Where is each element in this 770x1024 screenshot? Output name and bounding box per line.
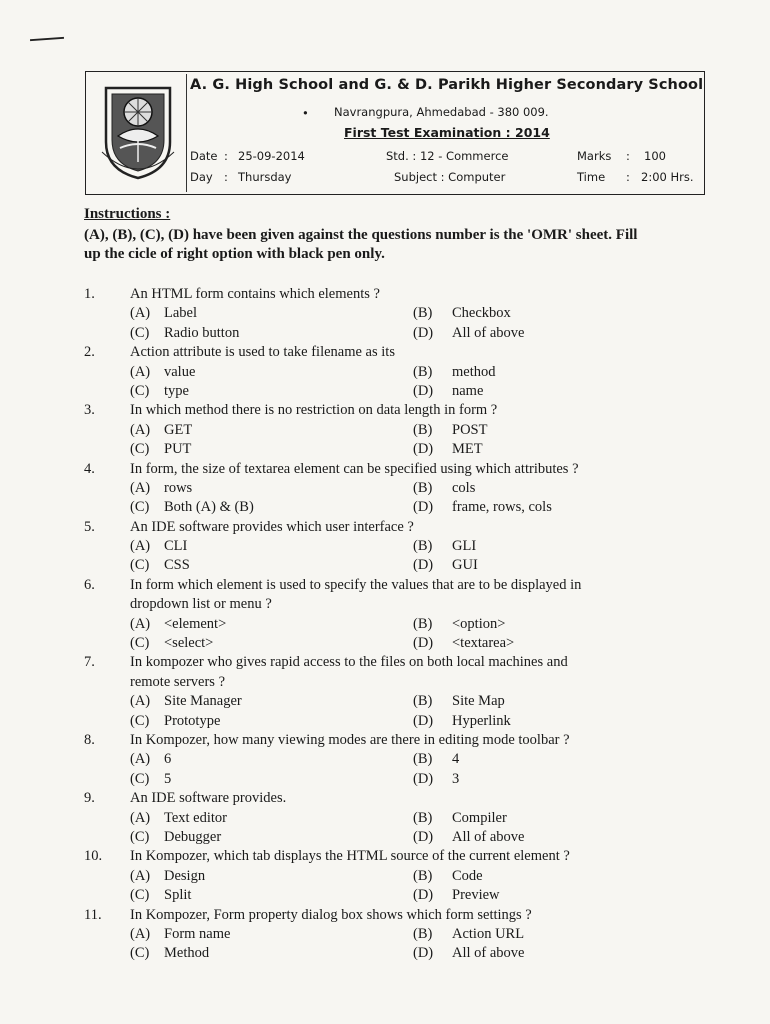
question-line <box>0 285 770 304</box>
option-letter: (B) <box>413 809 433 826</box>
option-letter: (B) <box>413 363 433 380</box>
option-letter: (B) <box>413 305 433 322</box>
question-number: 7. <box>84 654 95 671</box>
option-text: <element> <box>164 615 227 632</box>
option-letter: (A) <box>130 751 151 768</box>
question-number: 3. <box>84 402 95 419</box>
option-letter: (C) <box>130 828 150 845</box>
option-row <box>0 809 770 828</box>
option-letter: (C) <box>130 770 150 787</box>
question-item <box>0 906 770 964</box>
option-letter: (D) <box>413 441 434 458</box>
option-text: GET <box>164 421 193 438</box>
question-number: 8. <box>84 731 95 748</box>
option-text: <option> <box>452 615 506 632</box>
option-text: All of above <box>452 324 525 341</box>
day-value: Thursday <box>238 170 292 184</box>
option-text: name <box>452 382 484 399</box>
option-letter: (C) <box>130 887 150 904</box>
marks-value: 100 <box>644 149 666 163</box>
instructions-heading: Instructions : <box>84 206 171 222</box>
option-letter: (C) <box>130 635 150 652</box>
option-text: POST <box>452 421 488 438</box>
option-letter: (C) <box>130 441 150 458</box>
option-text: Hyperlink <box>452 712 511 729</box>
option-letter: (D) <box>413 499 434 516</box>
option-letter: (B) <box>413 925 433 942</box>
option-letter: (D) <box>413 635 434 652</box>
option-text: 5 <box>164 770 172 787</box>
option-letter: (B) <box>413 479 433 496</box>
option-text: Prototype <box>164 712 221 729</box>
option-text: Label <box>164 305 198 322</box>
option-row <box>0 382 770 401</box>
question-number: 5. <box>84 518 95 535</box>
option-text: Design <box>164 867 206 884</box>
option-letter: (A) <box>130 925 151 942</box>
option-text: <select> <box>164 635 214 652</box>
option-letter: (C) <box>130 712 150 729</box>
option-text: CSS <box>164 557 190 574</box>
option-text: Both (A) & (B) <box>164 499 254 516</box>
question-line <box>0 731 770 750</box>
option-row <box>0 867 770 886</box>
option-letter: (C) <box>130 557 150 574</box>
question-item <box>0 518 770 576</box>
option-text: GLI <box>452 538 477 555</box>
question-number: 9. <box>84 790 95 807</box>
option-row <box>0 634 770 653</box>
option-text: CLI <box>164 538 188 555</box>
option-text: MET <box>452 441 483 458</box>
option-row <box>0 615 770 634</box>
question-item <box>0 731 770 789</box>
question-line <box>0 576 770 595</box>
option-letter: (B) <box>413 693 433 710</box>
option-text: Site Manager <box>164 693 242 710</box>
question-text: In kompozer who gives rapid access to the files on both local machines and <box>130 654 568 671</box>
option-row <box>0 712 770 731</box>
option-letter: (A) <box>130 305 151 322</box>
question-item <box>0 343 770 401</box>
question-number: 6. <box>84 576 95 593</box>
question-text: In Kompozer, how many viewing modes are there in editing mode toolbar ? <box>130 731 570 748</box>
instructions-text: (A), (B), (C), (D) have been given against the questions number is the 'OMR' sheet. Fill up the cicle of right option with black pen only. <box>84 227 638 262</box>
question-number: 10. <box>84 848 103 865</box>
exam-title: First Test Examination : 2014 <box>344 125 550 140</box>
question-line <box>0 401 770 420</box>
option-letter: (A) <box>130 867 151 884</box>
question-text: An HTML form contains which elements ? <box>130 286 380 302</box>
option-text: Split <box>164 887 192 904</box>
option-text: GUI <box>452 557 478 574</box>
question-text: In Kompozer, Form property dialog box shows which form settings ? <box>130 906 532 923</box>
scan-mark <box>30 37 64 41</box>
option-letter: (C) <box>130 499 150 516</box>
question-item <box>0 285 770 343</box>
option-row <box>0 421 770 440</box>
marks-label: Marks <box>577 149 612 163</box>
option-text: PUT <box>164 441 192 458</box>
question-item <box>0 653 770 731</box>
question-text: An IDE software provides. <box>130 790 287 807</box>
question-text: remote servers ? <box>130 673 226 690</box>
option-letter: (A) <box>130 615 151 632</box>
question-text: Action attribute is used to take filename as its <box>130 344 395 361</box>
option-row <box>0 944 770 963</box>
option-letter: (D) <box>413 770 434 787</box>
option-letter: (D) <box>413 382 434 399</box>
school-emblem-icon <box>98 82 178 182</box>
option-letter: (C) <box>130 945 150 962</box>
option-letter: (D) <box>413 324 434 341</box>
question-text: In which method there is no restriction on data length in form ? <box>130 402 498 419</box>
option-row <box>0 925 770 944</box>
option-text: Form name <box>164 925 231 942</box>
option-letter: (A) <box>130 809 151 826</box>
question-item <box>0 847 770 905</box>
date-value: 25-09-2014 <box>238 149 305 163</box>
question-item <box>0 576 770 654</box>
question-line <box>0 673 770 692</box>
question-line <box>0 847 770 866</box>
option-text: Site Map <box>452 693 505 710</box>
option-letter: (A) <box>130 538 151 555</box>
option-text: 6 <box>164 751 172 768</box>
question-item <box>0 460 770 518</box>
option-text: All of above <box>452 828 525 845</box>
question-text: In form which element is used to specify the values that are to be displayed in <box>130 576 582 593</box>
question-line <box>0 343 770 362</box>
question-line <box>0 653 770 672</box>
option-letter: (A) <box>130 693 151 710</box>
option-row <box>0 363 770 382</box>
option-row <box>0 886 770 905</box>
option-text: 4 <box>452 751 460 768</box>
option-letter: (C) <box>130 324 150 341</box>
option-letter: (A) <box>130 421 151 438</box>
question-number: 11. <box>84 906 102 923</box>
option-row <box>0 479 770 498</box>
question-text: In Kompozer, which tab displays the HTML source of the current element ? <box>130 848 570 865</box>
question-text: An IDE software provides which user interface ? <box>130 518 414 535</box>
option-row <box>0 770 770 789</box>
option-text: All of above <box>452 945 525 962</box>
option-row <box>0 556 770 575</box>
option-letter: (B) <box>413 421 433 438</box>
question-line <box>0 460 770 479</box>
question-number: 1. <box>84 286 95 302</box>
option-letter: (C) <box>130 382 150 399</box>
option-text: 3 <box>452 770 460 787</box>
day-label: Day <box>190 170 213 184</box>
option-text: Method <box>164 945 210 962</box>
option-row <box>0 324 770 343</box>
question-item <box>0 401 770 459</box>
option-row <box>0 828 770 847</box>
subject-info: Subject : Computer <box>394 170 506 184</box>
option-text: value <box>164 363 196 380</box>
question-number: 4. <box>84 460 95 477</box>
option-text: Radio button <box>164 324 240 341</box>
option-text: Preview <box>452 887 500 904</box>
option-text: Compiler <box>452 809 507 826</box>
option-letter: (D) <box>413 887 434 904</box>
option-text: Code <box>452 867 483 884</box>
option-row <box>0 692 770 711</box>
question-text: In form, the size of textarea element can be specified using which attributes ? <box>130 460 579 477</box>
option-letter: (A) <box>130 363 151 380</box>
option-letter: (D) <box>413 557 434 574</box>
question-line <box>0 518 770 537</box>
option-row <box>0 440 770 459</box>
std-info: Std. : 12 - Commerce <box>386 149 509 163</box>
option-row <box>0 304 770 323</box>
option-letter: (B) <box>413 867 433 884</box>
option-text: Checkbox <box>452 305 511 322</box>
option-text: cols <box>452 479 476 496</box>
option-text: Text editor <box>164 809 228 826</box>
bullet-dot: • <box>302 106 309 120</box>
option-letter: (B) <box>413 615 433 632</box>
option-letter: (D) <box>413 712 434 729</box>
option-row <box>0 750 770 769</box>
question-line <box>0 595 770 614</box>
question-list <box>0 285 770 964</box>
option-letter: (A) <box>130 479 151 496</box>
option-text: frame, rows, cols <box>452 499 552 516</box>
question-number: 2. <box>84 344 95 361</box>
date-label: Date <box>190 149 218 163</box>
option-letter: (B) <box>413 751 433 768</box>
option-letter: (D) <box>413 945 434 962</box>
header-divider <box>186 74 187 192</box>
option-text: method <box>452 363 496 380</box>
option-text: type <box>164 382 189 399</box>
option-row <box>0 498 770 517</box>
school-address: Navrangpura, Ahmedabad - 380 009. <box>334 105 549 119</box>
option-text: Action URL <box>452 925 525 942</box>
exam-header: A. G. High School and G. & D. Parikh Higher Secondary School • Navrangpura, Ahmedabad - 380 009. First Test Examination : 2014 Date : 25-09-2014 Std. : 12 - Commerce Marks : 100 Day : Thursday Subject : Computer Time : 2:00 Hrs. <box>85 71 705 195</box>
option-letter: (B) <box>413 538 433 555</box>
option-letter: (D) <box>413 828 434 845</box>
option-text: Debugger <box>164 828 222 845</box>
option-text: rows <box>164 479 193 496</box>
question-item <box>0 789 770 847</box>
school-name: A. G. High School and G. & D. Parikh Higher Secondary School <box>190 77 704 93</box>
question-text: dropdown list or menu ? <box>130 596 272 613</box>
question-line <box>0 789 770 808</box>
option-text: <textarea> <box>452 635 515 652</box>
time-label: Time <box>577 170 606 184</box>
time-value: 2:00 Hrs. <box>641 170 694 184</box>
question-line <box>0 906 770 925</box>
option-row <box>0 537 770 556</box>
